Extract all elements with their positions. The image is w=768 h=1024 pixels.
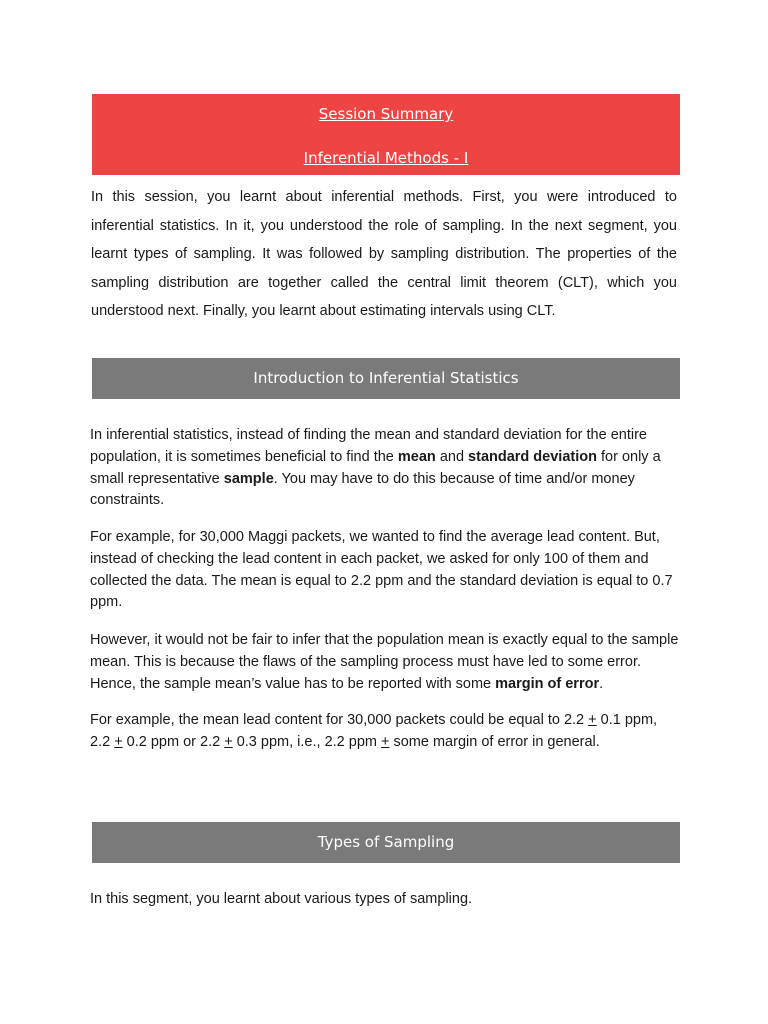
paragraph-text: For example, for 30,000 Maggi packets, we wanted to find the average lead content. But, instead of checking the lead content in each packet, we asked for only 100 of them and collected the data. The mean is equal to 2.2 ppm and the standard deviation is equal to 0.7 ppm.: [90, 529, 673, 611]
session-title: Session Summary: [318, 105, 454, 123]
paragraph-text: .: [599, 675, 604, 692]
paragraph-text: 0.3 ppm, i.e., 2.2 ppm: [232, 733, 381, 750]
paragraph-text: For example, the mean lead content for 30,000 packets could be equal to 2.2: [90, 712, 589, 728]
paragraph-text: In inferential statistics, instead of finding the mean and standard deviation for the entire population, it is sometimes beneficial to find the: [90, 427, 647, 465]
paragraph: [90, 630, 680, 695]
paragraph-text: In this segment, you learnt about various types of sampling.: [90, 891, 473, 907]
intro-paragraph: In this session, you learnt about inferential methods. First, you were introduced to inferential statistics. In it, you understood the role of sampling. In the next segment, you learnt types of sampling. It was followed by sampling distribution. The properties of the sampling distribution are together called the central limit theorem (CLT), which you understood next. Finally, you learnt about estimating intervals using CLT.: [91, 189, 677, 319]
paragraph: [90, 527, 680, 614]
section-heading-types-of-sampling: Types of Sampling: [92, 822, 680, 863]
bold-term-standard-deviation: standard deviation: [468, 448, 597, 465]
session-subtitle: Inferential Methods - I: [303, 149, 469, 167]
paragraph-text: and: [435, 448, 469, 465]
plus-minus-symbol: +: [588, 712, 597, 728]
bold-term-margin-of-error: margin of error: [495, 675, 600, 692]
session-title-banner: [92, 94, 680, 175]
plus-minus-symbol: +: [114, 733, 123, 750]
paragraph: [90, 889, 680, 911]
paragraph-text: However, it would not be fair to infer that the population mean is exactly equal to the sample mean. This is because the flaws of the sampling process must have led to some error. Hence, the sample mean’s value has to be reported with some: [90, 632, 679, 692]
paragraph-text: . You may have to do this because of time and/or money constraints.: [90, 470, 635, 509]
plus-minus-symbol: +: [381, 733, 390, 750]
paragraph-text: some margin of error in general.: [389, 733, 600, 750]
paragraph-text: for only a small representative: [90, 448, 661, 487]
section-heading-inferential-statistics: Introduction to Inferential Statistics: [92, 358, 680, 399]
paragraph: [90, 425, 680, 512]
paragraph-text: 0.1 ppm, 2.2: [90, 712, 658, 750]
plus-minus-symbol: +: [224, 733, 233, 750]
paragraph-text: 0.2 ppm or 2.2: [122, 733, 225, 750]
bold-term-sample: sample: [223, 470, 274, 487]
bold-term-mean: mean: [397, 448, 436, 465]
paragraph: [90, 710, 680, 754]
